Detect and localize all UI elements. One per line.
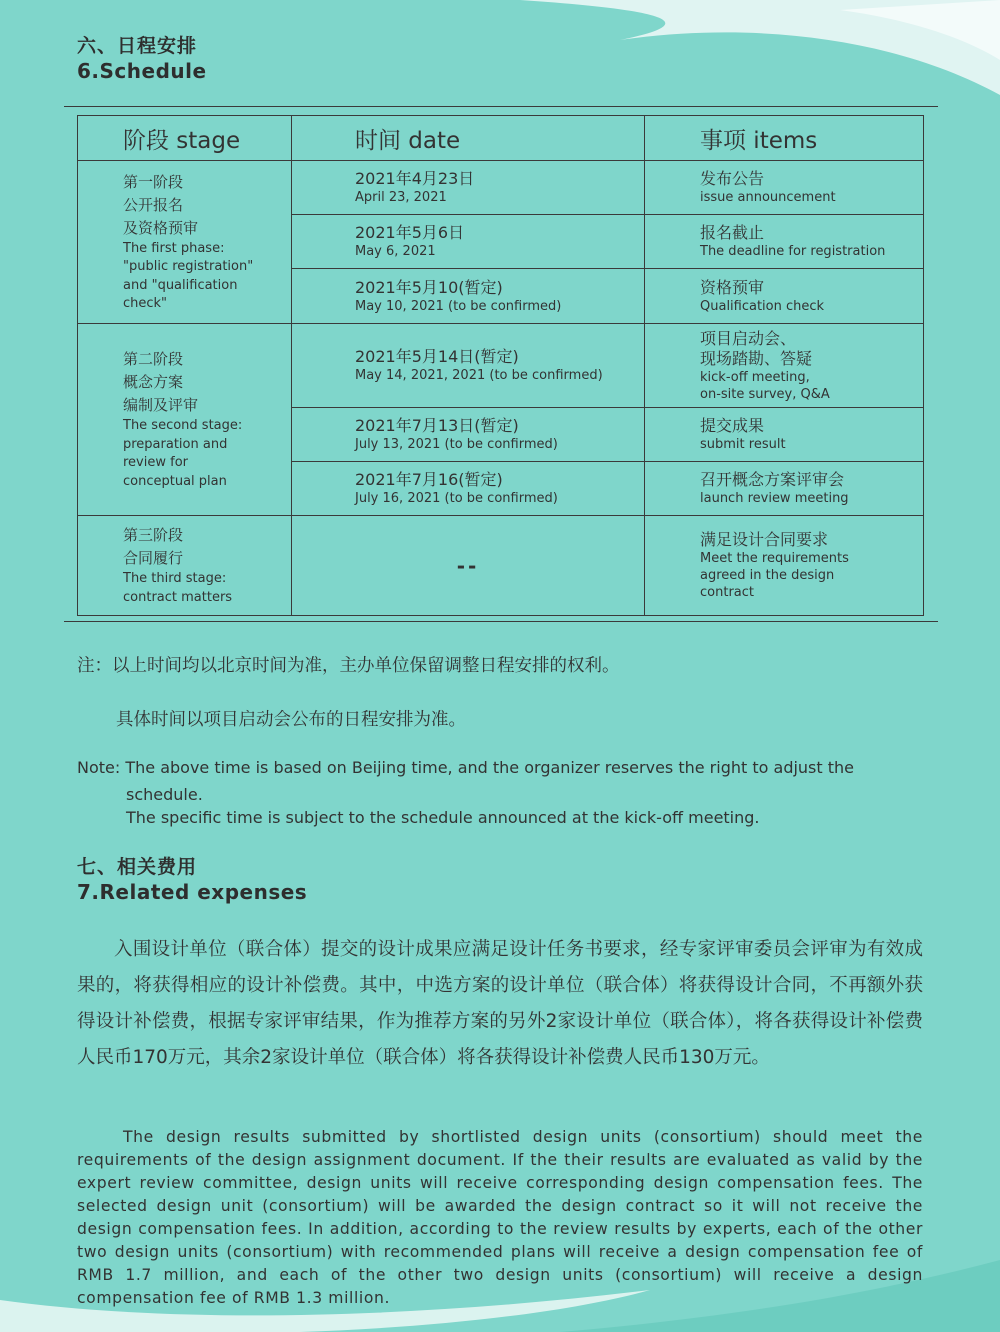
item-cn: 项目启动会、 [700, 328, 797, 348]
stage-1-en-line: and "qualification [123, 277, 238, 293]
item-en: launch review meeting [700, 491, 849, 506]
date-en: April 23, 2021 [355, 190, 447, 205]
date-cn: 2021年7月13日(暂定) [355, 416, 519, 435]
stage-1-en-line: "public registration" [123, 259, 254, 274]
item-cell [645, 161, 924, 215]
date-cell [292, 408, 645, 462]
stage-1-en-line: check" [123, 296, 168, 311]
date-cn: 2021年5月10(暂定) [355, 277, 503, 297]
item-en: Meet the requirements [700, 551, 849, 566]
item-cell [645, 269, 924, 324]
date-cn: 2021年4月23日 [355, 169, 475, 188]
stage-2-cn-line: 第二阶段 [123, 350, 184, 368]
item-en: The deadline for registration [700, 244, 886, 259]
note-en-line3: The specific time is subject to the schedule announced at the kick-off meeting. [126, 808, 760, 827]
date-cn: 2021年5月14日(暂定) [355, 347, 519, 366]
item-cell [645, 462, 924, 516]
stage-2-cn-line: 编制及评审 [123, 396, 199, 414]
item-en: on-site survey, Q&A [700, 386, 830, 402]
header-date: 时间 date [292, 116, 645, 161]
stage-3-cn-line: 第三阶段 [123, 526, 184, 544]
item-cell [645, 408, 924, 462]
date-cell [292, 324, 645, 408]
date-cell-empty: -- [292, 516, 645, 616]
item-cell [645, 324, 924, 408]
note-en-line2: schedule. [126, 785, 203, 804]
date-en: July 13, 2021 (to be confirmed) [355, 437, 558, 452]
item-cn: 发布公告 [700, 169, 765, 188]
item-en: agreed in the design [700, 568, 835, 583]
stage-2-en-line: preparation and [123, 436, 228, 452]
date-en: July 16, 2021 (to be confirmed) [355, 491, 558, 506]
date-cn: 2021年7月16(暂定) [355, 470, 503, 489]
item-en: submit result [700, 437, 786, 452]
stage-2-cell [78, 324, 292, 516]
section6-title-cn: 六、日程安排 [77, 35, 198, 57]
item-cn: 现场踏勘、答疑 [700, 348, 813, 368]
date-en: May 10, 2021 (to be confirmed) [355, 298, 562, 314]
stage-2-en-line: review for [123, 455, 188, 470]
table-bottom-rule [64, 621, 938, 622]
stage-1-cn-line: 及资格预审 [123, 218, 199, 237]
header-items: 事项 items [645, 116, 924, 161]
section7-title-cn: 七、相关费用 [77, 856, 198, 878]
stage-3-cn-line: 合同履行 [123, 549, 184, 567]
item-cn: 满足设计合同要求 [700, 530, 829, 549]
table-row [78, 161, 924, 215]
stage-2-en-line: The second stage: [123, 418, 243, 433]
date-cell [292, 215, 645, 269]
date-cell [292, 462, 645, 516]
item-en: issue announcement [700, 190, 836, 205]
date-cell [292, 161, 645, 215]
stage-1-cn-line: 第一阶段 [123, 172, 184, 191]
item-cn: 报名截止 [700, 223, 765, 242]
item-en: contract [700, 585, 754, 600]
note-en-line1: Note: The above time is based on Beijing time, and the organizer reserves the right to adjust the [77, 758, 855, 777]
item-cell [645, 516, 924, 616]
table-header-row [78, 116, 924, 161]
item-en: kick-off meeting, [700, 369, 810, 385]
stage-1-cn-line: 公开报名 [123, 195, 184, 214]
stage-2-en-line: conceptual plan [123, 473, 227, 489]
stage-3-en-line: The third stage: [123, 571, 227, 586]
expenses-paragraph-en: The design results submitted by shortlisted design units (consortium) should meet the requirements of the design assignment document. If the their results are evaluated as valid by the expert review committee, design units will receive corresponding design compensation fees. The selected design unit (consortium) will be awarded the design contract so it will not receive the design compensation fees. In addition, according to the review results by experts, each of the other two design units (consortium) with recommended plans will receive a design compensation fee of RMB 1.7 million, and each of the other two design units (consortium) will receive a design compensation fee of RMB 1.3 million. [77, 1128, 923, 1307]
note-cn-line1: 注：以上时间均以北京时间为准，主办单位保留调整日程安排的权利。 [77, 656, 620, 676]
date-en: May 14, 2021, 2021 (to be confirmed) [355, 368, 603, 383]
item-cell [645, 215, 924, 269]
date-cn: 2021年5月6日 [355, 223, 465, 242]
item-cn: 提交成果 [700, 416, 765, 435]
item-cn: 召开概念方案评审会 [700, 470, 845, 489]
expenses-paragraph-cn: 入围设计单位（联合体）提交的设计成果应满足设计任务书要求，经专家评审委员会评审为有效成果的，将获得相应的设计补偿费。其中，中选方案的设计单位（联合体）将获得设计合同，不再额外获得设计补偿费，根据专家评审结果，作为推荐方案的另外2家设计单位（联合体），将各获得设计补偿费人民币170万元，其余2家设计单位（联合体）将各获得设计补偿费人民币130万元。 [77, 939, 923, 1068]
section7-title-en: 7.Related expenses [77, 880, 308, 904]
stage-3-en-line: contract matters [123, 589, 233, 605]
schedule-table [77, 115, 924, 616]
section6-title-en: 6.Schedule [77, 59, 207, 83]
table-row [78, 324, 924, 408]
item-en: Qualification check [700, 298, 825, 314]
stage-3-cell [78, 516, 292, 616]
note-cn-line2: 具体时间以项目启动会公布的日程安排为准。 [116, 710, 466, 730]
header-stage: 阶段 stage [78, 116, 292, 161]
stage-1-en-line: The first phase: [123, 240, 225, 256]
table-row [78, 516, 924, 616]
stage-2-cn-line: 概念方案 [123, 373, 184, 391]
item-cn: 资格预审 [700, 277, 765, 297]
date-en: May 6, 2021 [355, 244, 436, 259]
stage-1-cell [78, 161, 292, 324]
date-cell [292, 269, 645, 324]
table-top-rule [64, 106, 938, 107]
